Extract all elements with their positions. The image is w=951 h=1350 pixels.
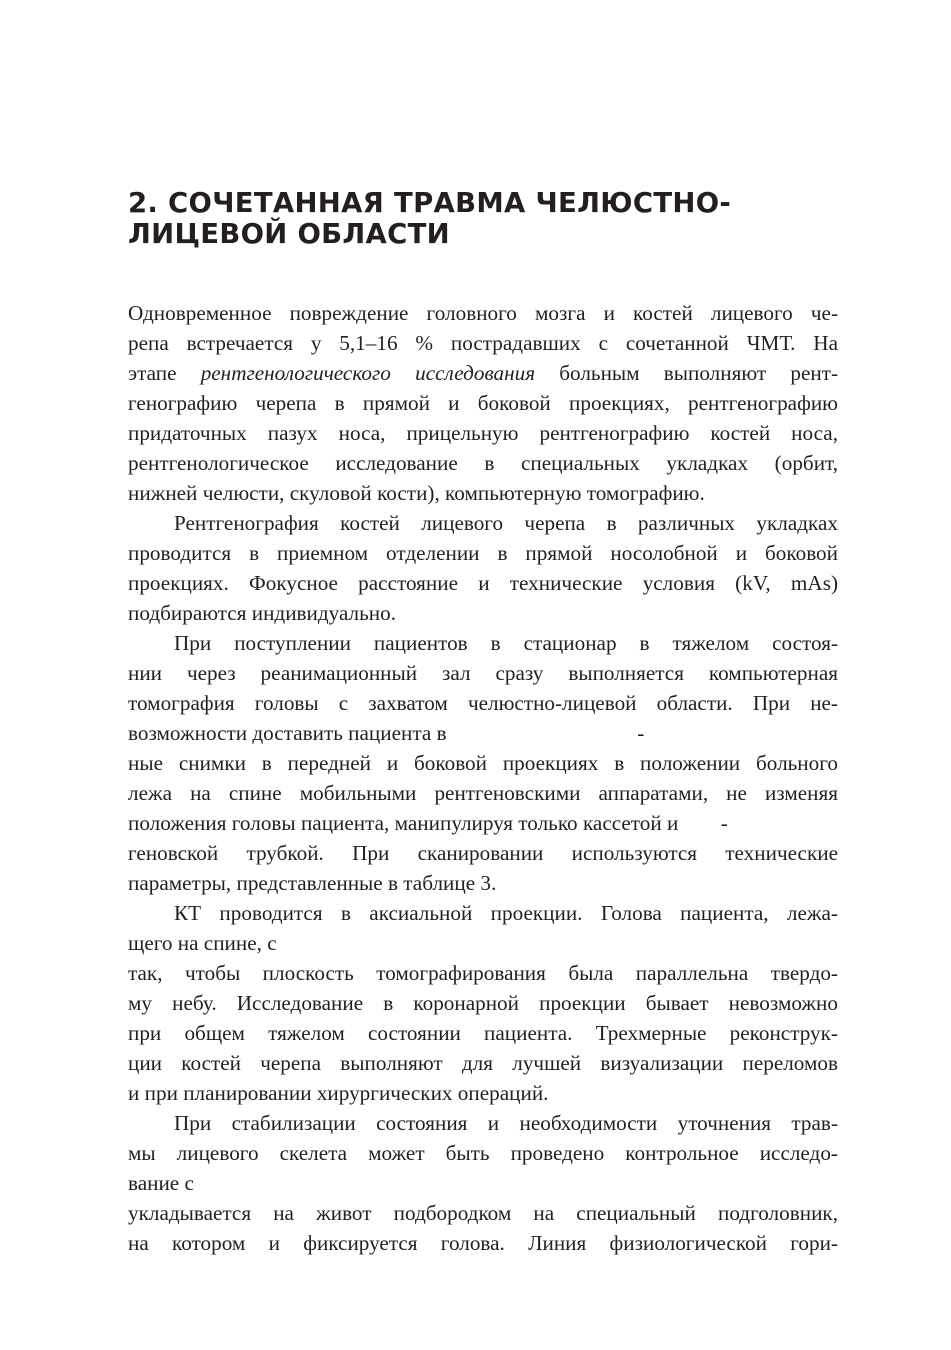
text-line: параметры, представленные в таблице 3. bbox=[128, 871, 497, 895]
text-line: Одновременное повреждение головного мозга и костей лицевого че- bbox=[128, 301, 838, 325]
paragraph-5 bbox=[128, 1108, 838, 1258]
text-segment: этапе bbox=[128, 361, 201, 385]
text-line: и при планировании хирургических операций. bbox=[128, 1081, 549, 1105]
text-line: репа встречается у 5,1–16 % пострадавших с сочетанной ЧМТ. На bbox=[128, 331, 838, 355]
chapter-heading bbox=[128, 188, 838, 250]
paragraph-4 bbox=[128, 898, 838, 1108]
text-line: на котором и фиксируется голова. Линия физиологической гори- bbox=[128, 1231, 838, 1255]
text-line: Рентгенография костей лицевого черепа в различных укладках bbox=[174, 511, 838, 535]
text-line: томография головы с захватом челюстно-лицевой области. При не- bbox=[128, 691, 838, 715]
text-line: При стабилизации состояния и необходимости уточнения трав- bbox=[174, 1111, 838, 1135]
text-line: нии через реанимационный зал сразу выполняется компьютерная bbox=[128, 661, 838, 685]
text-segment: больным выполняют рент- bbox=[535, 361, 839, 385]
chapter-heading-line-1: 2. СОЧЕТАННАЯ ТРАВМА ЧЕЛЮСТНО- bbox=[128, 187, 732, 219]
text-line: му небу. Исследование в коронарной проекции бывает невозможно bbox=[128, 991, 838, 1015]
paragraph-3 bbox=[128, 628, 838, 898]
page-content bbox=[128, 188, 838, 1258]
text-line: мы лицевого скелета может быть проведено контрольное исследо- bbox=[128, 1141, 838, 1165]
paragraph-1 bbox=[128, 298, 838, 508]
text-line: нижней челюсти, скуловой кости), компьютерную томографию. bbox=[128, 481, 705, 505]
text-line: придаточных пазух носа, прицельную рентгенографию костей носа, bbox=[128, 421, 838, 445]
text-line: КТ проводится в аксиальной проекции. Голова пациента, лежа- bbox=[174, 901, 838, 925]
emphasized-term: рентгенологического исследования bbox=[200, 361, 536, 385]
text-line: лежа на спине мобильными рентгеновскими аппаратами, не изменяя bbox=[128, 781, 838, 805]
text-line: возможности доставить пациента в - bbox=[128, 721, 645, 745]
text-line: геновской трубкой. При сканировании используются технические bbox=[128, 841, 838, 865]
text-line: генографию черепа в прямой и боковой проекциях, рентгенографию bbox=[128, 391, 838, 415]
text-line: ции костей черепа выполняют для лучшей визуализации переломов bbox=[128, 1051, 838, 1075]
text-line: вание с bbox=[128, 1171, 194, 1195]
text-line: положения головы пациента, манипулируя только кассетой и - bbox=[128, 811, 728, 835]
text-line-with-emphasis bbox=[128, 358, 838, 388]
text-line: укладывается на живот подбородком на специальный подголовник, bbox=[128, 1201, 838, 1225]
chapter-heading-line-2: ЛИЦЕВОЙ ОБЛАСТИ bbox=[128, 218, 450, 250]
text-line: при общем тяжелом состоянии пациента. Трехмерные реконструк- bbox=[128, 1021, 838, 1045]
text-line: подбираются индивидуально. bbox=[128, 601, 397, 625]
text-line: ные снимки в передней и боковой проекциях в положении больного bbox=[128, 751, 838, 775]
text-line: проводится в приемном отделении в прямой носолобной и боковой bbox=[128, 541, 838, 565]
body-text bbox=[128, 298, 838, 1258]
text-line: При поступлении пациентов в стационар в тяжелом состоя- bbox=[174, 631, 838, 655]
text-line: рентгенологическое исследование в специальных укладках (орбит, bbox=[128, 451, 838, 475]
paragraph-2 bbox=[128, 508, 838, 628]
text-line: проекциях. Фокусное расстояние и технические условия (kV, mAs) bbox=[128, 571, 838, 595]
text-line: щего на спине, с bbox=[128, 931, 277, 955]
text-line: так, чтобы плоскость томографирования была параллельна твердо- bbox=[128, 961, 838, 985]
